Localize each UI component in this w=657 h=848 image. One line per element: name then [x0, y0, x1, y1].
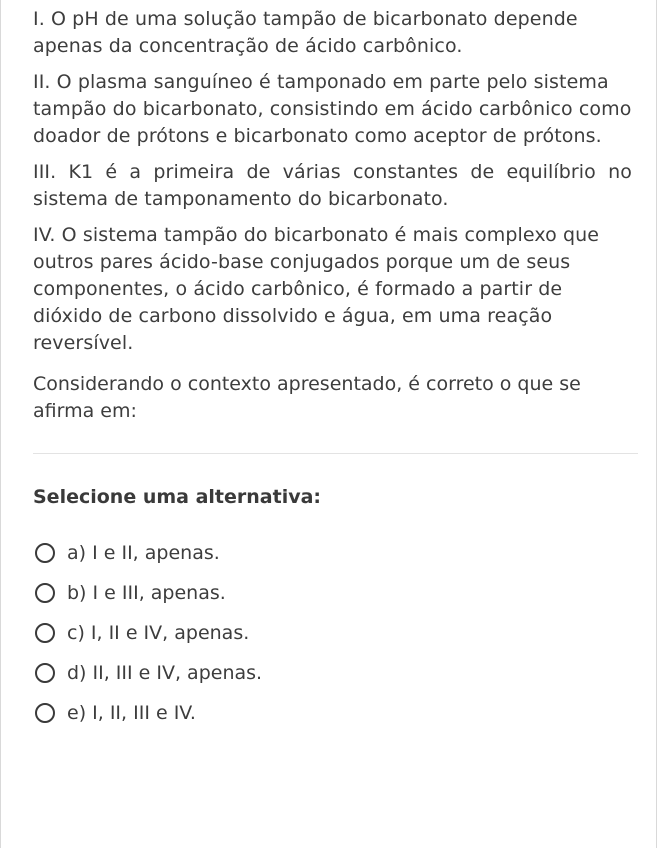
statement-3: III. K1 é a primeira de várias constantes de equilíbrio no sistema de tamponamento do bicarbonato.	[33, 161, 632, 210]
option-label: c) I, II e IV, apenas.	[67, 621, 250, 644]
option-c[interactable]	[33, 613, 632, 653]
question-page	[1, 0, 656, 848]
divider	[33, 453, 638, 454]
radio-button-icon[interactable]	[35, 543, 55, 563]
answer-options	[33, 533, 632, 733]
select-heading: Selecione uma alternativa:	[33, 486, 322, 508]
option-label: e) I, II, III e IV.	[67, 701, 196, 724]
question-prompt: Considerando o contexto apresentado, é correto o que se afirma em:	[33, 373, 581, 422]
option-a[interactable]	[33, 533, 632, 573]
statement-1: I. O pH de uma solução tampão de bicarbonato depende apenas da concentração de ácido carbônico.	[33, 8, 578, 57]
question-text	[33, 6, 632, 425]
option-b[interactable]	[33, 573, 632, 613]
radio-button-icon[interactable]	[35, 663, 55, 683]
radio-button-icon[interactable]	[35, 583, 55, 603]
option-label: b) I e III, apenas.	[67, 581, 226, 604]
statement-4: IV. O sistema tampão do bicarbonato é mais complexo que outros pares ácido-base conjugados porque um de seus componentes, o ácido carbônico, é formado a partir de dióxido de carbono dissolvido e água, em uma reação reversível.	[33, 224, 600, 354]
radio-button-icon[interactable]	[35, 623, 55, 643]
option-d[interactable]	[33, 653, 632, 693]
option-label: a) I e II, apenas.	[67, 541, 220, 564]
radio-button-icon[interactable]	[35, 703, 55, 723]
option-label: d) II, III e IV, apenas.	[67, 661, 263, 684]
statement-2: II. O plasma sanguíneo é tamponado em parte pelo sistema tampão do bicarbonato, consistindo em ácido carbônico como doador de prótons e bicarbonato como aceptor de prótons.	[33, 71, 632, 147]
option-e[interactable]	[33, 693, 632, 733]
